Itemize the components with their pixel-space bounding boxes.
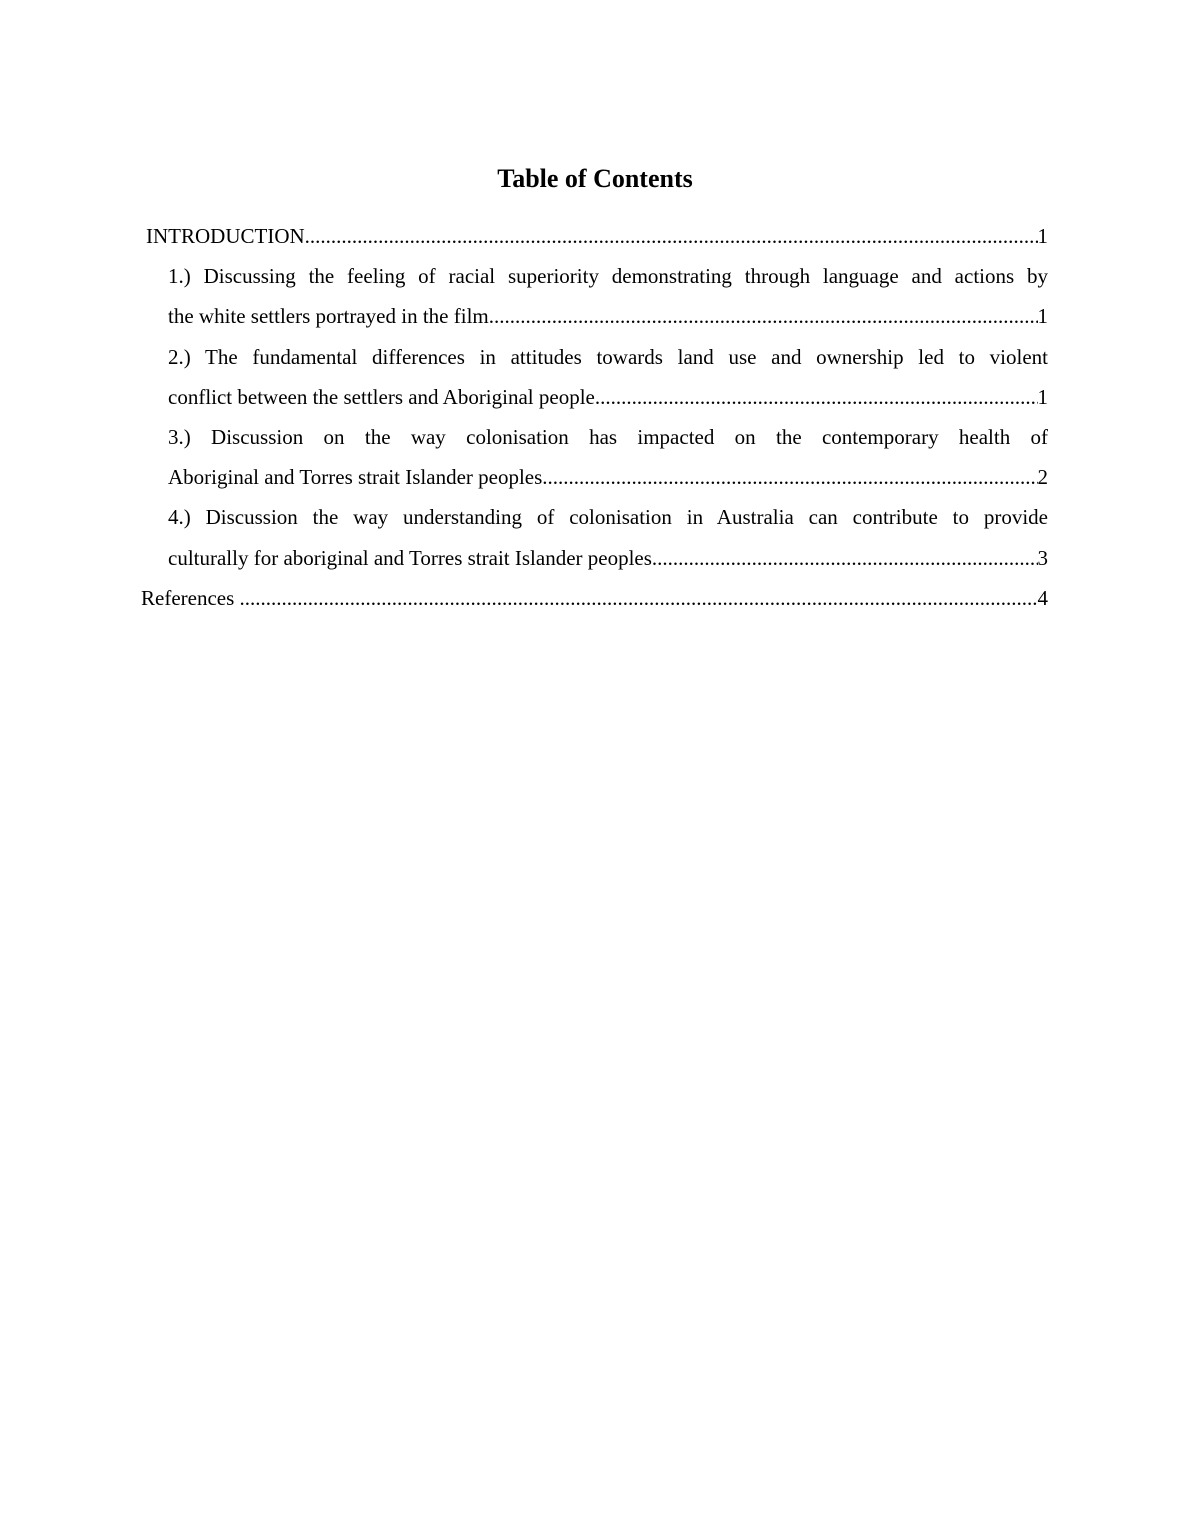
toc-entry-text: Aboriginal and Torres strait Islander peoples. xyxy=(168,465,548,490)
dot-leader xyxy=(548,457,1038,497)
toc-entry-line xyxy=(168,457,1048,497)
toc-page-number: 1 xyxy=(1037,384,1048,409)
toc-entry-text: INTRODUCTION xyxy=(146,224,305,248)
toc-entry-line xyxy=(146,216,1048,256)
toc-entry-line xyxy=(168,296,1048,336)
toc-entry-text: 3.) Discussion on the way colonisation has impacted on the contemporary health of xyxy=(168,424,1048,449)
toc-entry-text: culturally for aboriginal and Torres strait Islander peoples. xyxy=(168,545,658,570)
toc-page-number: 1 xyxy=(1037,304,1048,329)
toc-list xyxy=(0,216,1190,618)
toc-entry-introduction[interactable] xyxy=(0,216,1190,256)
toc-entry-line xyxy=(168,377,1048,417)
toc-entry-text: 4.) Discussion the way understanding of colonisation in Australia can contribute to provide xyxy=(168,505,1048,530)
dot-leader xyxy=(240,578,1038,618)
toc-entry-text: References xyxy=(141,585,240,610)
dot-leader xyxy=(305,216,1038,256)
toc-page-number: 1 xyxy=(1037,224,1048,248)
toc-page-number: 4 xyxy=(1037,585,1048,610)
toc-entry-text: 1.) Discussing the feeling of racial superiority demonstrating through language and actions by xyxy=(168,264,1048,289)
toc-entry-section-4[interactable] xyxy=(0,497,1190,577)
toc-title: Table of Contents xyxy=(497,164,693,193)
toc-entry-section-2[interactable] xyxy=(0,337,1190,417)
dot-leader xyxy=(657,538,1037,578)
toc-entry-text: the white settlers portrayed in the film. xyxy=(168,304,494,329)
toc-entry-text: conflict between the settlers and Aboriginal people. xyxy=(168,384,601,409)
toc-entry-line xyxy=(168,538,1048,578)
dot-leader xyxy=(600,377,1037,417)
toc-page-number: 2 xyxy=(1037,465,1048,490)
dot-leader xyxy=(494,296,1038,336)
toc-entry-section-3[interactable] xyxy=(0,417,1190,497)
toc-entry-references[interactable] xyxy=(0,578,1190,618)
toc-entry-section-1[interactable] xyxy=(0,256,1190,336)
toc-entry-text: 2.) The fundamental differences in attitudes towards land use and ownership led to violent xyxy=(168,344,1048,369)
toc-entry-line xyxy=(141,578,1048,618)
toc-page-number: 3 xyxy=(1037,545,1048,570)
